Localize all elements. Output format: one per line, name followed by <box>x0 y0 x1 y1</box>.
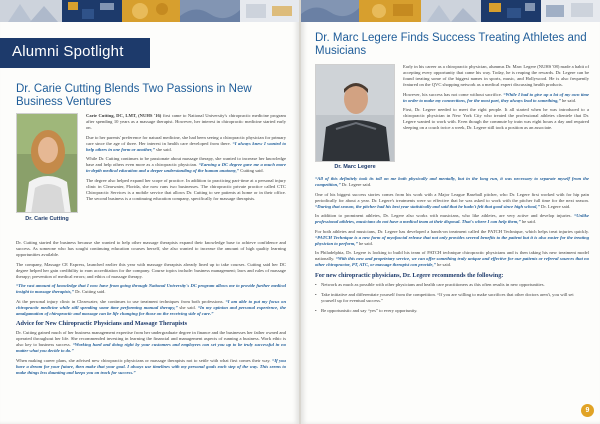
paragraph: Dr. Cutting started the business because she wanted to help other massage therapists expand their knowledge base to achieve confidence and success. As someone who has sought continuing education courses herself, she also wanted to increase the amount of high quality learning opportunities available. <box>16 240 286 257</box>
pull-quote: “All of this definitely took its toll on me both physically and mentally, but in the long run, it was necessary to separate myself from the competition,” <box>315 176 589 187</box>
right-page <box>301 0 600 424</box>
decor-tile <box>421 0 481 22</box>
photo-caption-legere: Dr. Marc Legere <box>334 164 376 170</box>
paragraph <box>403 92 589 104</box>
page-number-badge: 9 <box>581 404 594 417</box>
legere-main-column <box>315 176 589 318</box>
bold-lead: Carie Cutting, DC, LMT, (NUHS '16) <box>86 113 162 118</box>
paragraph <box>315 229 589 247</box>
paragraph: First, Dr. Legere needed to meet the right people. It all started when he was introduced to a chiropractic physician in New York City who treated the professional athletes clientele that Dr. Legere wanted to work with. Even though the commute by train was eight hours a day and required sleeping on a couch twice a week, Dr. Legere still took a position as an associate. <box>403 107 589 131</box>
paragraph <box>86 135 286 153</box>
decor-tile <box>0 0 62 22</box>
photo-caption-cutting: Dr. Carie Cutting <box>25 216 69 222</box>
paragraph <box>315 213 589 225</box>
pull-quote: “I always knew I wanted to help others in one form or another,” <box>86 140 286 152</box>
text: However, his success has not come without sacrifice. <box>403 91 504 97</box>
text: One of his biggest success stories comes from his work with a Major League Baseball pitcher, who Dr. Legere first worked with for hip pain periodically for about a year. Dr. Legere's treatments were so effective that he was asked to work with the pitcher full time for the next season. <box>315 191 589 203</box>
paragraph <box>315 250 589 268</box>
text: In addition to prominent athletes, Dr. Legere also works with musicians, who like athletes, are very active and develop injuries. <box>315 213 574 219</box>
photo-carie-cutting <box>16 113 78 213</box>
pull-quote: “Earning a DC degree gave me a much more in-depth medical education and a deeper understanding of the human anatomy,” <box>86 162 286 174</box>
text: he said. <box>435 262 452 268</box>
text: he said. <box>520 219 536 225</box>
pull-quote: “In my opinion and personal experience, the amalgamation of chiropractic and massage can be life changing for those on the receiving side of care.” <box>16 304 286 316</box>
text: For both athletes and musicians, Dr. Legere has developed a hands-on treatment called the PATCH Technique, which helps treat injuries quickly. <box>315 228 589 234</box>
text: she said. <box>154 146 172 152</box>
text: Cutting said. <box>239 168 264 174</box>
recommendations-list <box>315 282 589 314</box>
decor-tile <box>359 0 421 22</box>
advice-subheading: Advice for New Chiropractic Physicians and Massage Therapists <box>16 320 188 328</box>
text: While Dr. Cutting continues to be passionate about massage therapy, she wanted to increase her knowledge base and help others even more as a chiropractic physician. <box>86 156 286 168</box>
paragraph: Early in his career as a chiropractic physician, alumnus Dr. Marc Legere (NUHS '08) made a habit of accepting every opportunity that came his way. Today, he is reaping the rewards. Dr. Legere can be found treating some of the biggest names in sports, music, and Hollywood. He is also frequently featured on the QVC shopping network as a medical expert discussing health products. <box>403 64 589 87</box>
text: he said. <box>560 97 577 103</box>
list-item: • Take initiative and differentiate yourself from the competition. “If you are willing to make sacrifices that other doctors aren't, you will set yourself up for eventual success.” <box>315 292 589 304</box>
pull-quote: “PATCH Technique is a new form of myofascial release that not only provides several benefits to the patient but it is also easier for the treating physician to perform,” <box>315 234 589 246</box>
pull-quote: “The vast amount of knowledge that I now have from going through National University's DC program allows me to provide further medical insight to massage therapists,” <box>16 283 286 295</box>
paragraph <box>315 192 589 210</box>
decor-tile <box>122 0 180 22</box>
paragraph <box>315 176 589 188</box>
decor-tile <box>481 0 541 22</box>
left-page <box>0 0 299 424</box>
photo-marc-legere <box>315 64 395 162</box>
list-item: • Network as much as possible with other physicians and health care practitioners as this often results in new opportunities. <box>315 282 589 288</box>
decor-tile <box>62 0 122 22</box>
pull-quote: “With this new and proprietary service, we can offer something truly unique and effective for our patients or referral sources that no other chiropractor, PT, ATC, or massage therapist can provide,” <box>315 256 589 268</box>
paragraph <box>16 330 286 354</box>
text: she said. <box>177 304 198 310</box>
paragraph: The degree also helped expand her scope of practice. In addition to practicing part-time at a personal injury clinic in Clearwater, Florida, she now runs two businesses. The chiropractic private practice called CTC Chiropractic Services is a mobile service that allows Dr. Cutting to see patients at home or in their office. The second business is a continuing education company, specifically for massage therapists. <box>86 177 286 201</box>
text: first came to National University's chiropractic medicine program after spending 10 years as a massage therapist. However, her interest in chiropractic medicine started early on. <box>86 113 286 130</box>
legere-intro-column <box>403 64 589 135</box>
text: Dr. Legere said. <box>340 182 372 187</box>
pull-quote: “During that season, the pitcher had his best year statistically and said that he hadn't felt that good since high school,” <box>315 203 540 209</box>
text: When making career plans, she advised new chiropractic physicians or massage therapists not to settle with what first comes their way. <box>16 357 273 363</box>
decor-tile <box>541 0 600 22</box>
list-item: • Be opportunistic and say “yes” to every opportunity. <box>315 308 589 314</box>
paragraph <box>16 283 286 295</box>
decor-tile <box>240 0 299 22</box>
section-banner-label: Alumni Spotlight <box>12 43 124 60</box>
cutting-intro-column <box>86 113 286 205</box>
cutting-main-column <box>16 240 286 380</box>
article-headline-legere: Dr. Marc Legere Finds Success Treating Athletes and Musicians <box>315 32 587 57</box>
decor-tile <box>180 0 240 22</box>
section-banner <box>0 38 150 68</box>
pull-quote: “Unlike professional athletes, musicians do not have a medical team at their disposal. That's where I can help them,” <box>315 213 589 225</box>
pull-quote: “If you have a dream for your future, then make that your goal. I always use timelines with my personal goals each step of the way. This seems to make things less daunting and keeps you on track for success.” <box>16 357 286 375</box>
text: At the personal injury clinic in Clearwater, she continues to use treatment techniques from both professions. <box>16 298 226 304</box>
paragraph <box>16 358 286 376</box>
pull-quote: “Working hard and doing right by your customers and employees can set you up to be truly successful in no matter what you decide to do.” <box>16 342 287 354</box>
text: Due to her parents' preference for natural medicine, she had been seeing a chiropractic physician for primary care since the age of three. Her interest in health care developed from there. <box>86 134 286 146</box>
article-headline-cutting: Dr. Carie Cutting Blends Two Passions in New Business Ventures <box>16 83 252 108</box>
text: Dr. Cutting gained much of her business management expertise from her undergraduate degree in finance and the businesses her father owned and operated throughout her life. She recommended investing in learning the financial and management aspects of running a business. Work ethic is also key to business success. <box>16 330 286 348</box>
right-decorative-header <box>301 0 600 22</box>
decor-tile <box>301 0 359 22</box>
text: Dr. Legere said. <box>539 203 571 209</box>
text: Dr. Cutting said. <box>73 289 106 295</box>
paragraph <box>86 156 286 174</box>
left-decorative-header <box>0 0 299 22</box>
recommendations-subheading: For new chiropractic physicians, Dr. Legere recommends the following: <box>315 271 504 279</box>
paragraph: The company, Massage CE Express, launched earlier this year with massage therapists already lined up to take courses. Cutting said her DC degree helped her gain credibility to earn accreditation for the company. Course topics include: business management; laws and rules of massage therapy; prevention of medical errors; and ethics of massage therapy. <box>16 261 286 279</box>
pull-quote: “I am able to put my focus on chiropractic medicine while still spending some time performing manual therapy,” <box>16 298 286 310</box>
paragraph <box>16 299 286 317</box>
paragraph <box>86 113 286 131</box>
pull-quote: “While I had to give up a lot of my own time in order to make my connections, for the most part, they always lead to something,” <box>403 91 589 103</box>
text: In Philadelphia, Dr. Legere is looking to build his team of PATCH technique chiropractic physicians and is then taking his new treatment model nationally. <box>315 250 589 262</box>
text: he said. <box>357 240 373 246</box>
